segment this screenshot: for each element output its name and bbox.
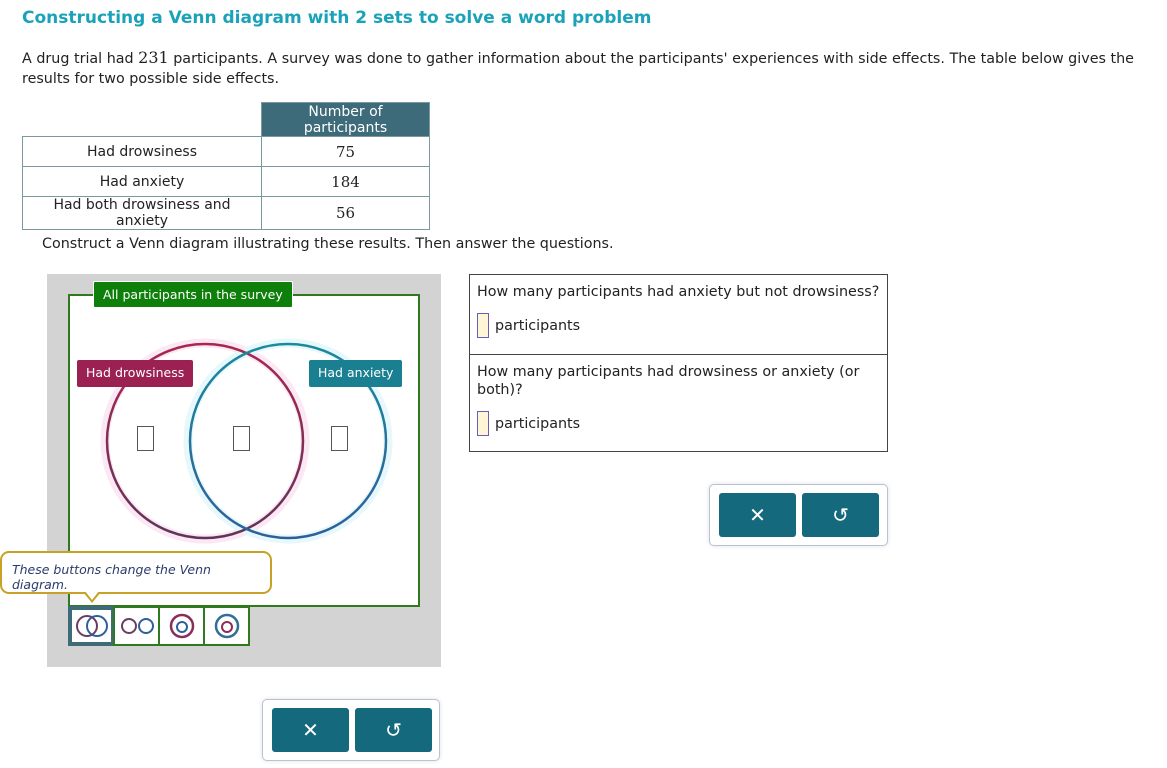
question-2 [469, 354, 888, 452]
row-value: 56 [262, 197, 430, 230]
question-1-answer-input[interactable] [477, 313, 489, 338]
close-icon: ✕ [302, 718, 319, 742]
answer-clear-button[interactable] [719, 493, 796, 537]
instruction-text: Construct a Venn diagram illustrating these results. Then answer the questions. [42, 236, 614, 252]
venn-action-group [262, 699, 440, 761]
drowsiness-inside-anxiety-button[interactable] [203, 606, 250, 646]
drowsiness-inside-anxiety-icon [207, 611, 247, 641]
both-region-input[interactable] [233, 426, 250, 451]
anxiety-inside-drowsiness-icon [162, 611, 202, 641]
question-1-unit: participants [495, 317, 581, 334]
question-2-unit: participants [495, 415, 581, 432]
total-participants: 231 [138, 48, 169, 67]
overlapping-circles-icon [72, 611, 111, 641]
row-label: Had drowsiness [23, 137, 262, 167]
page-title: Constructing a Venn diagram with 2 sets to solve a word problem [22, 8, 652, 28]
separate-circles-icon [117, 611, 157, 641]
intro-text-1: A drug trial had [22, 51, 139, 67]
question-1 [469, 274, 888, 355]
question-2-answer-input[interactable] [477, 411, 489, 436]
drowsiness-only-input[interactable] [137, 426, 154, 451]
separate-circles-button[interactable] [113, 606, 160, 646]
question-1-text: How many participants had anxiety but not drowsiness? [477, 284, 880, 300]
tooltip-pointer-inner [85, 591, 99, 600]
question-2-text: How many participants had drowsiness or anxiety (or both)? [477, 364, 860, 398]
diagram-buttons-tooltip: These buttons change the Venn diagram. [0, 551, 272, 594]
intro-text-2: participants. A survey was done to gather information about the participants' experiences with side effects. The table below gives the results for two possible side effects. [22, 51, 1134, 87]
universe-label: All participants in the survey [93, 281, 293, 308]
close-icon: ✕ [749, 503, 766, 527]
row-value: 75 [262, 137, 430, 167]
answer-action-group [709, 484, 888, 546]
anxiety-only-input[interactable] [331, 426, 348, 451]
undo-icon: ↺ [385, 718, 402, 742]
table-header: Number of participants [262, 103, 430, 137]
venn-undo-button[interactable] [355, 708, 432, 752]
row-value: 184 [262, 167, 430, 197]
undo-icon: ↺ [832, 503, 849, 527]
overlapping-circles-button[interactable] [68, 606, 115, 646]
anxiety-inside-drowsiness-button[interactable] [158, 606, 205, 646]
anxiety-set-label: Had anxiety [309, 360, 402, 387]
answer-undo-button[interactable] [802, 493, 879, 537]
drowsiness-set-label: Had drowsiness [77, 360, 193, 387]
row-label: Had both drowsiness and anxiety [23, 197, 262, 230]
row-label: Had anxiety [23, 167, 262, 197]
diagram-type-buttons [68, 606, 250, 646]
venn-clear-button[interactable] [272, 708, 349, 752]
